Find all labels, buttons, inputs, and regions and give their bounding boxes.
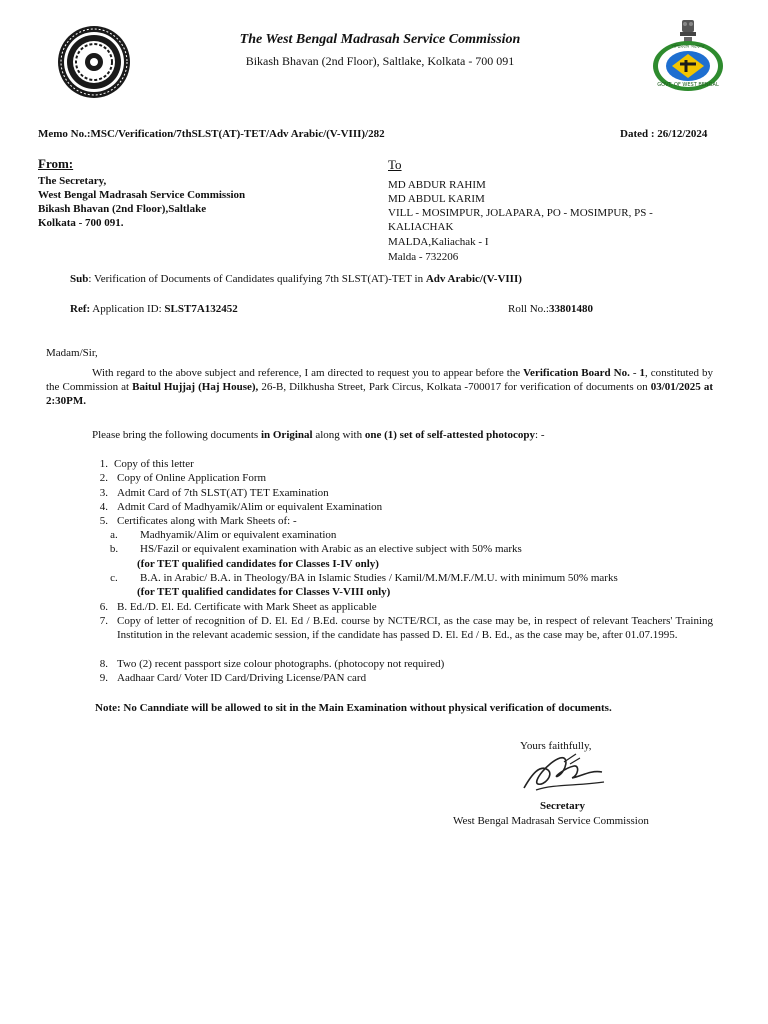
to-line: MD ABDUL KARIM	[388, 193, 485, 205]
signature-icon	[518, 750, 606, 796]
venue: Baitul Hujjaj (Haj House),	[132, 381, 259, 393]
list-number: 5.	[99, 515, 108, 527]
memo-number: Memo No.:MSC/Verification/7thSLST(AT)-TET/Adv Arabic/(V-VIII)/282	[38, 128, 385, 140]
list-item-note: (for TET qualified candidates for Classes I-IV only)	[137, 558, 379, 570]
list-sub-letter: c.	[110, 572, 118, 584]
signature	[518, 750, 606, 796]
subject-label: Sub	[70, 273, 89, 285]
commission-seal-icon	[56, 24, 132, 100]
list-sub-letter: a.	[110, 529, 118, 541]
roll-label: Roll No.:	[508, 303, 549, 315]
list-number: 6.	[99, 601, 108, 613]
subject-bold: Adv Arabic/(V-VIII)	[425, 273, 522, 285]
documents-intro	[92, 428, 545, 442]
memo-date: Dated : 26/12/2024	[620, 128, 708, 140]
to-line: Malda - 732206	[388, 251, 459, 263]
list-item: Copy of this letter	[114, 458, 194, 470]
from-line: The Secretary,	[38, 175, 107, 187]
body-text: 26-B, Dilkhusha Street, Park Circus, Kolkata -700017 for verification of documents on	[258, 381, 651, 393]
list-item: Copy of Online Application Form	[117, 472, 267, 484]
body-text: : -	[535, 429, 545, 441]
list-item: B. Ed./D. El. Ed. Certificate with Mark Sheet as applicable	[117, 601, 377, 613]
commission-title: The West Bengal Madrasah Service Commission	[239, 32, 521, 47]
board-name: Verification Board No.	[523, 367, 630, 379]
list-item: HS/Fazil or equivalent examination with Arabic as an elective subject with 50% marks	[140, 543, 522, 555]
list-item: Certificates along with Mark Sheets of: -	[117, 515, 297, 527]
subject-line	[70, 272, 522, 286]
subject-text: : Verification of Documents of Candidates qualifying 7th SLST(AT)-TET in	[88, 273, 426, 285]
list-number: 3.	[99, 487, 108, 499]
list-number: 4.	[99, 501, 108, 513]
verification-datetime: 03/01/2025 at 2:30PM.	[46, 381, 714, 407]
salutation: Madam/Sir,	[46, 347, 98, 359]
board-bottom-text: GOVT. OF WEST BENGAL	[657, 82, 719, 88]
list-item: Admit Card of 7th SLST(AT) TET Examination	[117, 487, 329, 499]
body-text: along with	[312, 429, 365, 441]
from-heading: From:	[38, 156, 74, 171]
list-item: Admit Card of Madhyamik/Alim or equivalent Examination	[117, 501, 383, 513]
list-item: Two (2) recent passport size colour photographs. (photocopy not required)	[117, 658, 445, 670]
secretary-title: Secretary	[540, 800, 585, 812]
roll-line	[508, 302, 593, 316]
roll-number: 33801480	[548, 303, 593, 315]
list-number: 1.	[99, 458, 108, 470]
list-number: 9.	[99, 672, 108, 684]
to-line: MALDA,Kaliachak - I	[388, 236, 489, 248]
ref-label: Ref:	[70, 303, 91, 315]
ref-line	[70, 302, 238, 316]
secretary-organization: West Bengal Madrasah Service Commission	[453, 815, 649, 827]
list-number: 8.	[99, 658, 108, 670]
application-id: SLST7A132452	[164, 303, 238, 315]
from-line: West Bengal Madrasah Service Commission	[38, 189, 246, 201]
list-item: B.A. in Arabic/ B.A. in Theology/BA in Islamic Studies / Kamil/M.M/M.F./M.U. with minimum 50% marks	[140, 572, 618, 584]
photocopy-requirement: one (1) set of self-attested photocopy	[364, 429, 536, 441]
body-text: -	[629, 367, 640, 379]
in-original: in Original	[260, 429, 313, 441]
commission-seal	[56, 24, 132, 100]
list-sub-letter: b.	[109, 543, 119, 555]
body-text: With regard to the above subject and reference, I am directed to request you to appear before the	[92, 367, 524, 379]
list-item: Madhyamik/Alim or equivalent examination	[140, 529, 337, 541]
to-heading: To	[388, 157, 402, 172]
to-line: MD ABDUR RAHIM	[388, 179, 486, 191]
list-item-note: (for TET qualified candidates for Classes V-VIII only)	[137, 586, 391, 598]
body-text: , constituted by the Commission at	[46, 367, 713, 393]
from-line: Bikash Bhavan (2nd Floor),Saltlake	[38, 203, 207, 215]
list-item: Copy of letter of recognition of D. El. Ed / B.Ed. course by NCTE/RCI, as the case may be, in respect of relevant Teachers' Training Institution in the relevant academic session, if the candidate has passed D. El. Ed / B. Ed., as the case may be, after 01.07.1995.	[117, 615, 713, 641]
body-text: Please bring the following documents	[92, 429, 261, 441]
from-line: Kolkata - 700 091.	[38, 217, 124, 229]
board-top-text: পশ্চিমবঙ্গ সরকার	[671, 44, 705, 50]
to-line: KALIACHAK	[388, 221, 454, 233]
to-line: VILL - MOSIMPUR, JOLAPARA, PO - MOSIMPUR, PS -	[388, 207, 653, 219]
list-number: 7.	[99, 615, 108, 627]
yours-faithfully: Yours faithfully,	[520, 740, 592, 752]
commission-address: Bikash Bhavan (2nd Floor), Saltlake, Kolkata - 700 091	[245, 54, 515, 68]
board-number: 1	[639, 367, 645, 379]
body-paragraph	[46, 366, 713, 408]
ref-app-label: Application ID:	[90, 303, 165, 315]
note: Note: No Canndiate will be allowed to sit in the Main Examination without physical verification of documents.	[95, 702, 612, 714]
list-item: Aadhaar Card/ Voter ID Card/Driving License/PAN card	[117, 672, 367, 684]
list-number: 2.	[99, 472, 108, 484]
